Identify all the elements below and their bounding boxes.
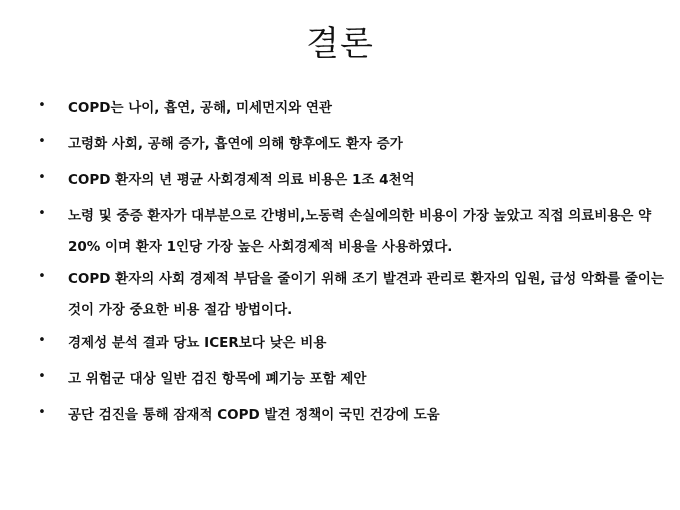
bullet-text: 노령 및 중증 환자가 대부분으로 간병비,노동력 손실에의한 비용이 가장 높았고 직접 의료비용은 약 20% 이며 환자 1인당 가장 높은 사회경제적 비용을 사용하였다. [68,208,652,255]
bullet-icon: • [38,170,46,185]
bullet-icon: • [38,369,46,384]
bullet-text: COPD 환자의 년 평균 사회경제적 의료 비용은 1조 4천억 [68,172,415,188]
bullet-text: COPD 환자의 사회 경제적 부담을 줄이기 위해 조기 발견과 관리로 환자의 입원, 급성 악화를 줄이는 것이 가장 중요한 비용 절감 방법이다. [68,271,664,318]
slide-title: 결론 [306,24,374,64]
bullet-icon: • [38,134,46,149]
bullet-icon: • [38,405,46,420]
bullet-icon: • [38,98,46,113]
bullet-text: 고령화 사회, 공해 증가, 흡연에 의해 향후에도 환자 증가 [68,136,403,152]
bullet-text: COPD는 나이, 흡연, 공해, 미세먼지와 연관 [68,100,332,116]
bullet-icon: • [38,269,46,284]
bullet-text: 고 위험군 대상 일반 검진 항목에 폐기능 포함 제안 [68,371,367,387]
bullet-text: 경제성 분석 결과 당뇨 ICER보다 낮은 비용 [68,335,327,351]
bullet-text: 공단 검진을 통해 잠재적 COPD 발견 정책이 국민 건강에 도움 [68,407,440,423]
bullet-icon: • [38,206,46,221]
bullet-icon: • [38,333,46,348]
